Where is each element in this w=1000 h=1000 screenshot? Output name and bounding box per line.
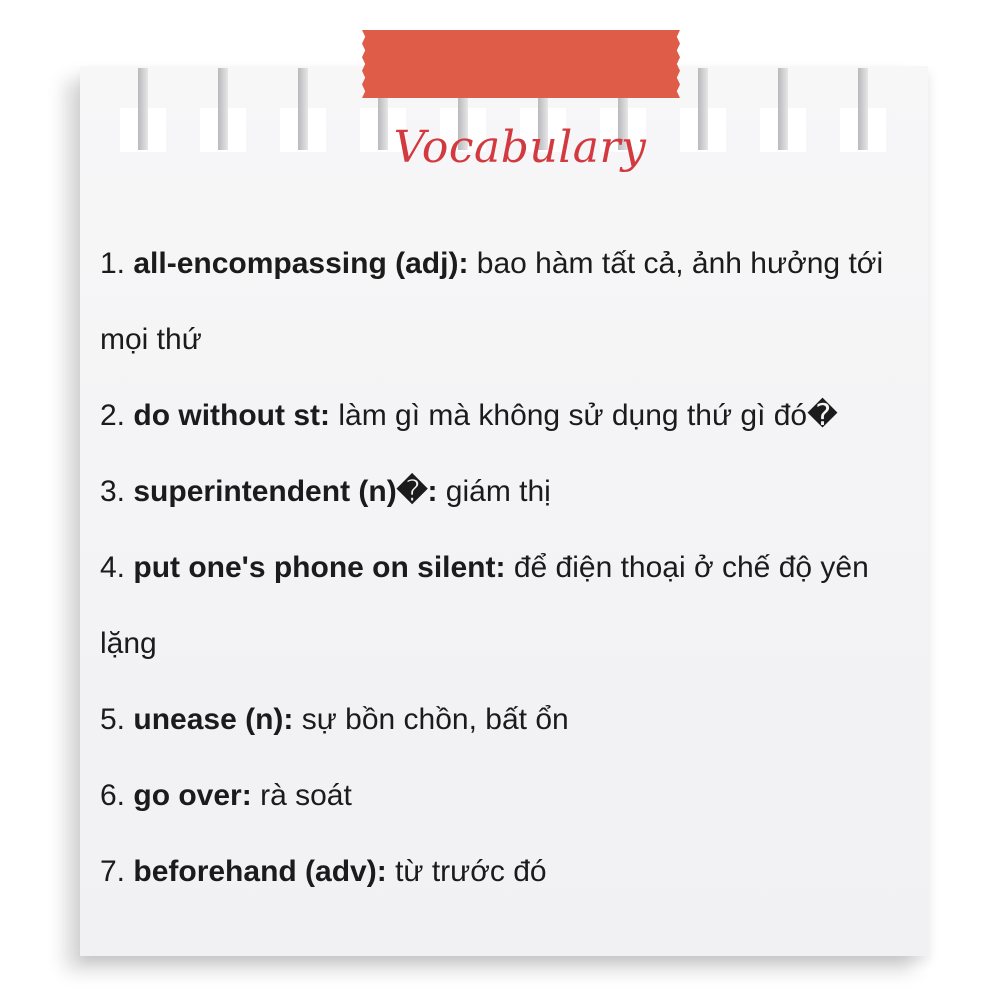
- vocabulary-meaning: rà soát: [260, 779, 352, 812]
- vocabulary-term: put one's phone on silent:: [133, 551, 506, 584]
- binder-ring: [778, 68, 788, 150]
- binder-ring: [138, 68, 148, 150]
- vocabulary-meaning: bao hàm tất cả, ảnh hưởng tới mọi thứ: [100, 247, 884, 356]
- vocabulary-meaning: làm gì mà không sử dụng thứ gì đó�: [338, 399, 838, 432]
- item-number: 5.: [100, 703, 126, 736]
- binder-ring: [698, 68, 708, 150]
- vocabulary-meaning: sự bồn chồn, bất ổn: [301, 703, 569, 736]
- binder-ring: [298, 68, 308, 150]
- list-item: [100, 682, 890, 758]
- item-number: 6.: [100, 779, 126, 812]
- vocabulary-list: [100, 226, 890, 910]
- vocabulary-term: do without st:: [133, 399, 330, 432]
- list-item: [100, 758, 890, 834]
- page-title: Vocabulary: [393, 122, 647, 173]
- item-number: 7.: [100, 855, 126, 888]
- list-item: [100, 226, 890, 378]
- item-number: 1.: [100, 247, 126, 280]
- list-item: [100, 834, 890, 910]
- binder-ring: [218, 68, 228, 150]
- binder-ring: [858, 68, 868, 150]
- vocabulary-term: beforehand (adv):: [133, 855, 387, 888]
- list-item: [100, 378, 890, 454]
- item-number: 3.: [100, 475, 126, 508]
- vocabulary-term: superintendent (n)�:: [133, 475, 438, 508]
- vocabulary-meaning: để điện thoại ở chế độ yên lặng: [100, 551, 869, 660]
- vocabulary-term: unease (n):: [133, 703, 294, 736]
- list-item: [100, 530, 890, 682]
- item-number: 2.: [100, 399, 126, 432]
- vocabulary-meaning: giám thị: [445, 475, 551, 508]
- tape-strip: [362, 30, 680, 98]
- vocabulary-term: all-encompassing (adj):: [133, 247, 469, 280]
- vocabulary-meaning: từ trước đó: [395, 855, 547, 888]
- list-item: [100, 454, 890, 530]
- item-number: 4.: [100, 551, 126, 584]
- vocabulary-term: go over:: [133, 779, 252, 812]
